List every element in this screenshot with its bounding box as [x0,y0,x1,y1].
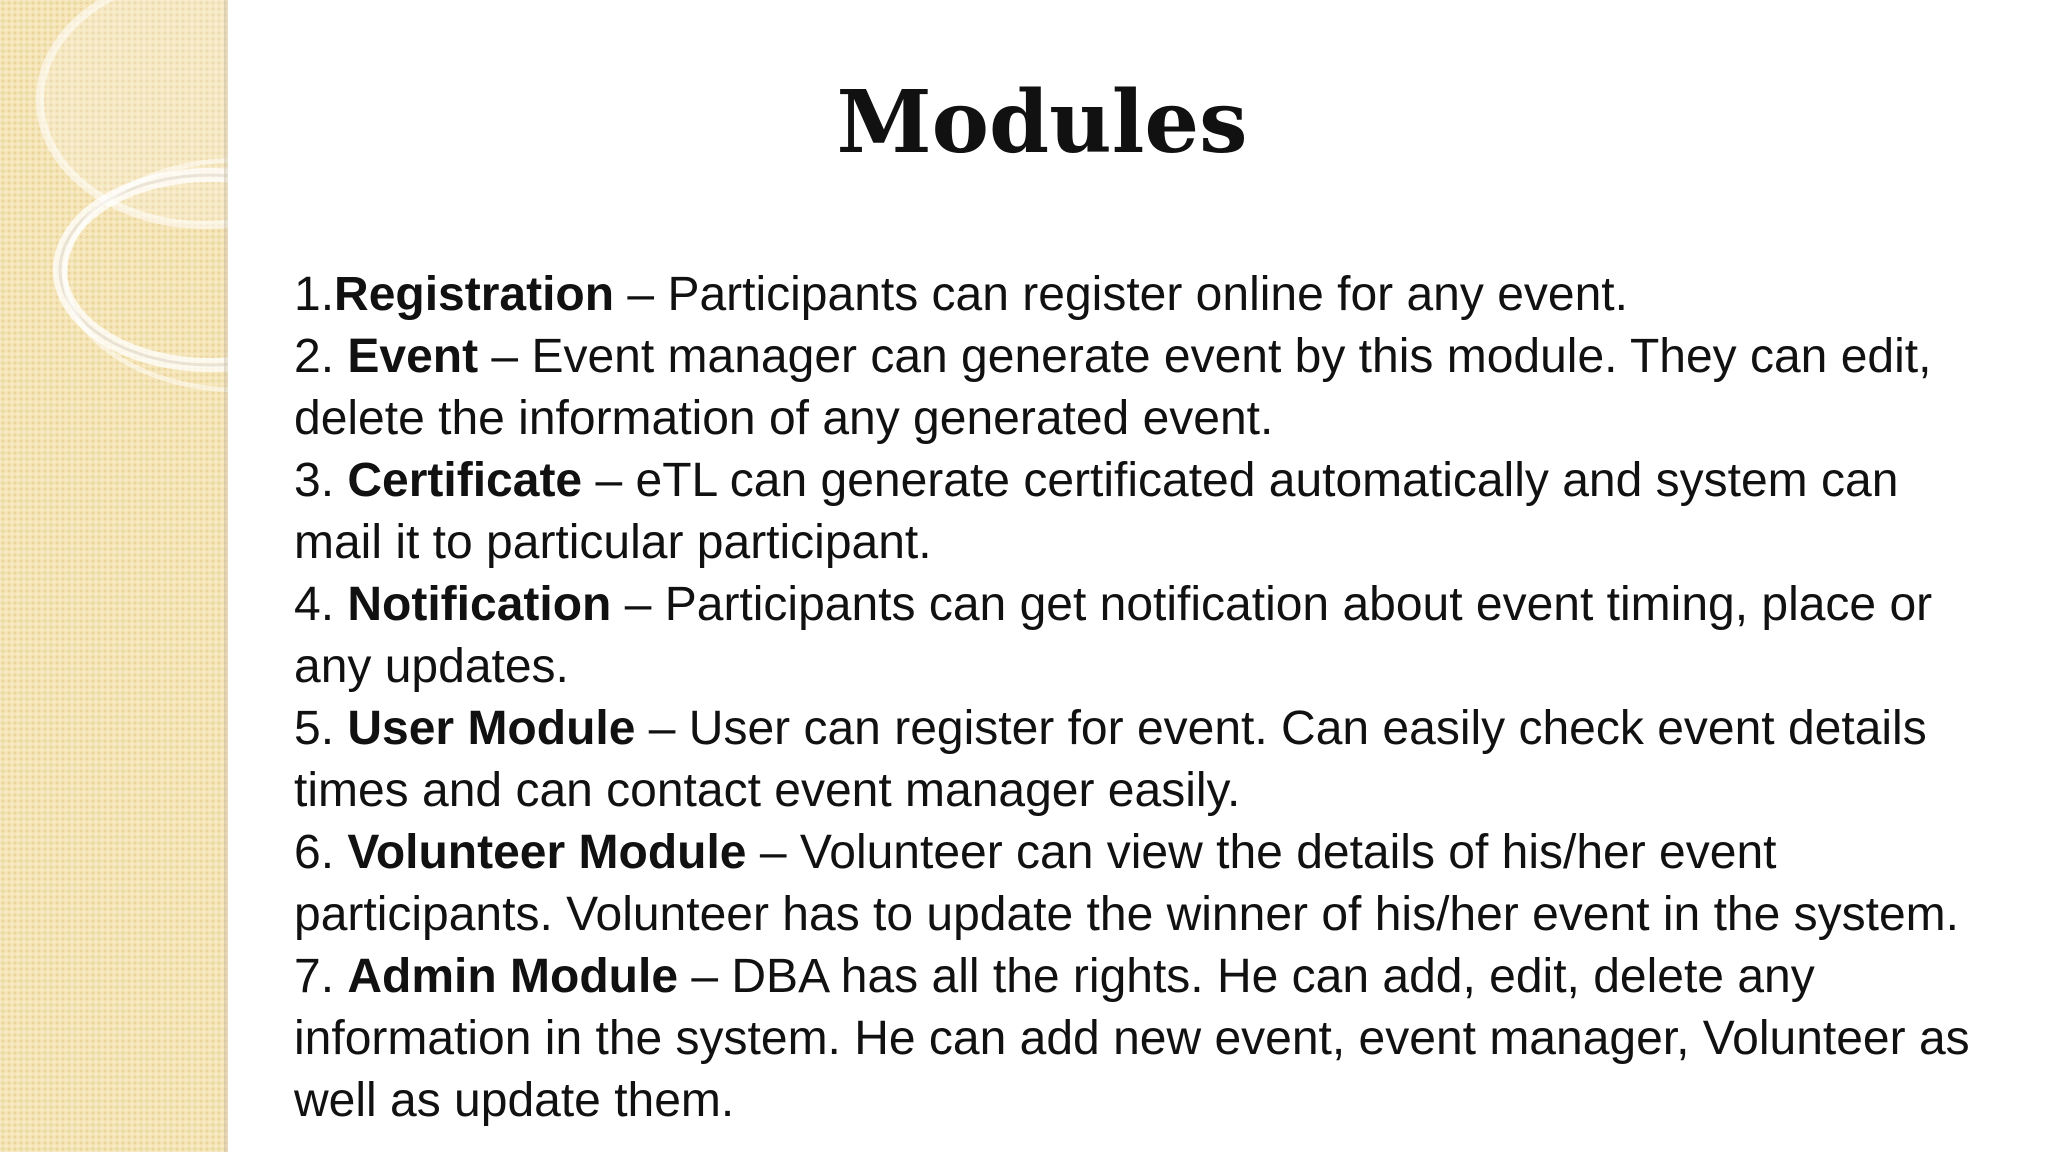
module-description: eTL can generate certificated automatically and system can mail it to particular participant. [294,454,1899,569]
module-term: User Module [347,702,636,755]
module-term: Registration [334,268,615,321]
module-description: Participants can get notification about event timing, place or any updates. [294,578,1933,693]
module-number: 3. [294,454,348,507]
slide-body [232,0,2048,1152]
module-item-user [294,698,1974,822]
module-number: 6. [294,826,348,879]
module-number: 4. [294,578,348,631]
module-term: Notification [347,578,612,631]
module-term: Certificate [347,454,583,507]
module-description: Volunteer can view the details of his/her event participants. Volunteer has to update the winner of his/her event in the system. [294,826,1959,941]
module-item-event [294,326,1974,450]
module-term: Volunteer Module [347,826,747,879]
module-number: 1. [294,268,335,321]
module-number: 7. [294,950,348,1003]
module-item-registration [294,264,1974,326]
module-separator: – [635,702,689,755]
module-separator: – [614,268,668,321]
sidebar-edge-shadow [224,0,228,1152]
module-separator: – [582,454,636,507]
decorative-sidebar [0,0,228,1152]
swirl-ornament-icon [0,0,228,400]
module-item-admin [294,946,1974,1132]
module-separator: – [478,330,532,383]
module-item-notification [294,574,1974,698]
module-description: DBA has all the rights. He can add, edit, delete any information in the system. He can add new event, event manager, Volunteer as well as update them. [294,950,1970,1127]
module-separator: – [611,578,665,631]
module-separator: – [678,950,732,1003]
module-number: 5. [294,702,348,755]
module-item-certificate [294,450,1974,574]
module-list [294,264,1974,1132]
module-separator: – [746,826,800,879]
slide-title: Modules [836,72,1248,173]
module-description: Participants can register online for any event. [667,268,1628,321]
module-term: Event [347,330,479,383]
module-description: Event manager can generate event by this module. They can edit, delete the information of any generated event. [294,330,1932,445]
module-description: User can register for event. Can easily check event details times and can contact event manager easily. [294,702,1927,817]
module-item-volunteer [294,822,1974,946]
module-term: Admin Module [347,950,679,1003]
module-number: 2. [294,330,348,383]
